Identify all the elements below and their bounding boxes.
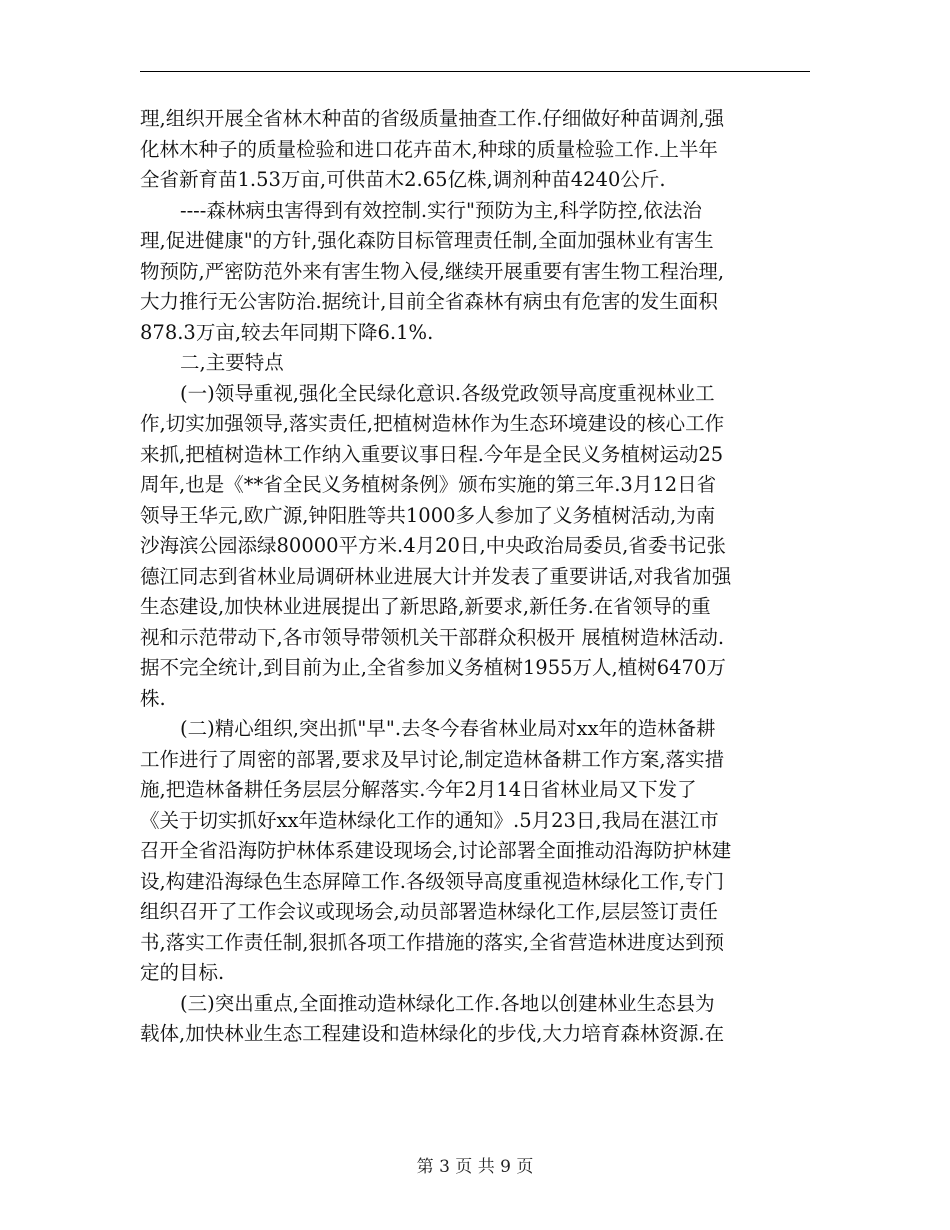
text-line: 二,主要特点	[180, 351, 284, 374]
text-line: 设,构建沿海绿色生态屏障工作.各级领导高度重视造林绿化工作,专门	[140, 869, 725, 893]
text-line: 定的目标.	[140, 961, 225, 984]
text-line: ----森林病虫害得到有效控制.实行"预防为主,科学防控,依法治	[180, 198, 702, 222]
text-line: 德江同志到省林业局调研林业进展大计并发表了重要讲话,对我省加强	[140, 564, 732, 588]
text-line: 组织召开了工作会议或现场会,动员部署造林绿化工作,层层签订责任	[140, 900, 718, 923]
document-body	[140, 104, 810, 1050]
text-line: 全省新育苗1.53万亩,可供苗木2.65亿株,调剂种苗4240公斤.	[140, 168, 666, 191]
text-line: 878.3万亩,较去年同期下降6.1%.	[140, 320, 434, 344]
text-line: 理,组织开展全省林木种苗的省级质量抽查工作.仔细做好种苗调剂,强	[140, 107, 725, 130]
text-line: 大力推行无公害防治.据统计,目前全省森林有病虫有危害的发生面积	[140, 290, 718, 313]
text-line: (三)突出重点,全面推动造林绿化工作.各地以创建林业生态县为	[180, 991, 715, 1015]
text-line: 作,切实加强领导,落实责任,把植树造林作为生态环境建设的核心工作	[140, 412, 725, 435]
page-footer: 第 3 页 共 9 页	[416, 1157, 534, 1177]
text-line: 株.	[140, 686, 166, 710]
text-line: (一)领导重视,强化全民绿化意识.各级党政领导高度重视林业工	[180, 381, 715, 405]
text-line: 《关于切实抓好xx年造林绿化工作的通知》.5月23日,我局在湛江市	[140, 808, 719, 832]
text-line: 视和示范带动下,各市领导带领机关干部群众积极开 展植树造林活动.	[140, 625, 725, 649]
text-line: 生态建设,加快林业进展提出了新思路,新要求,新任务.在省领导的重	[140, 595, 711, 618]
text-line: 施,把造林备耕任务层层分解落实.今年2月14日省林业局又下发了	[140, 778, 697, 801]
text-line: 据不完全统计,到目前为止,全省参加义务植树1955万人,植树6470万	[140, 656, 726, 679]
text-line: 载体,加快林业生态工程建设和造林绿化的步伐,大力培育森林资源.在	[140, 1022, 725, 1045]
text-line: 理,促进健康"的方针,强化森防目标管理责任制,全面加强林业有害生	[140, 229, 714, 252]
text-line: 化林木种子的质量检验和进口花卉苗木,种球的质量检验工作.上半年	[140, 137, 718, 161]
text-line: 来抓,把植树造林工作纳入重要议事日程.今年是全民义务植树运动25	[140, 442, 724, 466]
text-line: 领导王华元,欧广源,钟阳胜等共1000多人参加了义务植树活动,为南	[140, 503, 716, 527]
text-line: 召开全省沿海防护林体系建设现场会,讨论部署全面推动沿海防护林建	[140, 839, 732, 862]
text-line: 工作进行了周密的部署,要求及早讨论,制定造林备耕工作方案,落实措	[140, 747, 725, 771]
header-rule	[140, 71, 810, 72]
text-line: 周年,也是《**省全民义务植树条例》颁布实施的第三年.3月12日省	[140, 473, 717, 496]
text-line: 书,落实工作责任制,狠抓各项工作措施的落实,全省营造林进度达到预	[140, 930, 725, 954]
text-line: 沙海滨公园添绿80000平方米.4月20日,中央政治局委员,省委书记张	[140, 534, 726, 557]
text-line: 物预防,严密防范外来有害生物入侵,继续开展重要有害生物工程治理,	[140, 259, 725, 283]
text-line: (二)精心组织,突出抓"早".去冬今春省林业局对xx年的造林备耕	[180, 717, 716, 740]
